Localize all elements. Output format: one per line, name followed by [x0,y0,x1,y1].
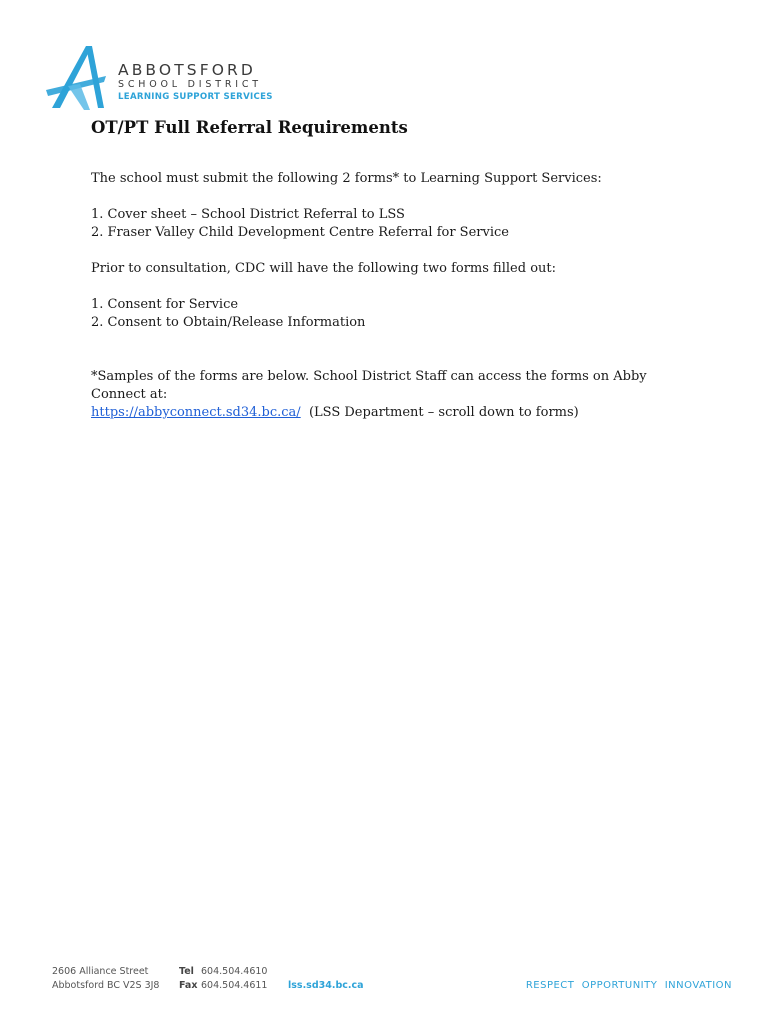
cdc-form-item: 2. Consent to Obtain/Release Information [91,315,366,330]
tel-label: Tel [179,966,194,977]
logo-school-district: SCHOOL DISTRICT [118,79,262,90]
samples-note: *Samples of the forms are below. School District Staff can access the forms on Abby [91,369,647,384]
abbyconnect-link[interactable]: https://abbyconnect.sd34.bc.ca/ [91,405,301,420]
page-title: OT/PT Full Referral Requirements [91,118,408,137]
fax-number: 604.504.4611 [201,980,268,991]
tel-number: 604.504.4610 [201,966,268,977]
cdc-forms-intro: Prior to consultation, CDC will have the following two forms filled out: [91,261,556,276]
footer-contact [179,965,267,993]
logo-wordmark [118,62,273,103]
cdc-form-item: 1. Consent for Service [91,297,239,312]
abbotsford-a-logo-icon [46,46,110,112]
logo-department: LEARNING SUPPORT SERVICES [118,92,273,102]
school-form-item: 1. Cover sheet – School District Referral to LSS [91,207,405,222]
district-logo [46,46,273,112]
school-form-item: 2. Fraser Valley Child Development Centre Referral for Service [91,225,509,240]
footer-website[interactable]: lss.sd34.bc.ca [288,980,364,991]
school-forms-intro: The school must submit the following 2 forms* to Learning Support Services: [91,171,602,186]
page-footer [52,965,732,997]
address-city: Abbotsford BC V2S 3J8 [52,980,160,991]
footer-address [52,965,159,993]
fax-label: Fax [179,980,198,991]
logo-district-name: ABBOTSFORD [118,61,256,79]
link-line [91,404,691,422]
document-body [91,116,691,422]
footer-tagline: RESPECT OPPORTUNITY INNOVATION [525,980,732,991]
address-street: 2606 Alliance Street [52,966,149,977]
link-suffix: (LSS Department – scroll down to forms) [300,405,579,420]
samples-note-continued: Connect at: [91,387,168,402]
